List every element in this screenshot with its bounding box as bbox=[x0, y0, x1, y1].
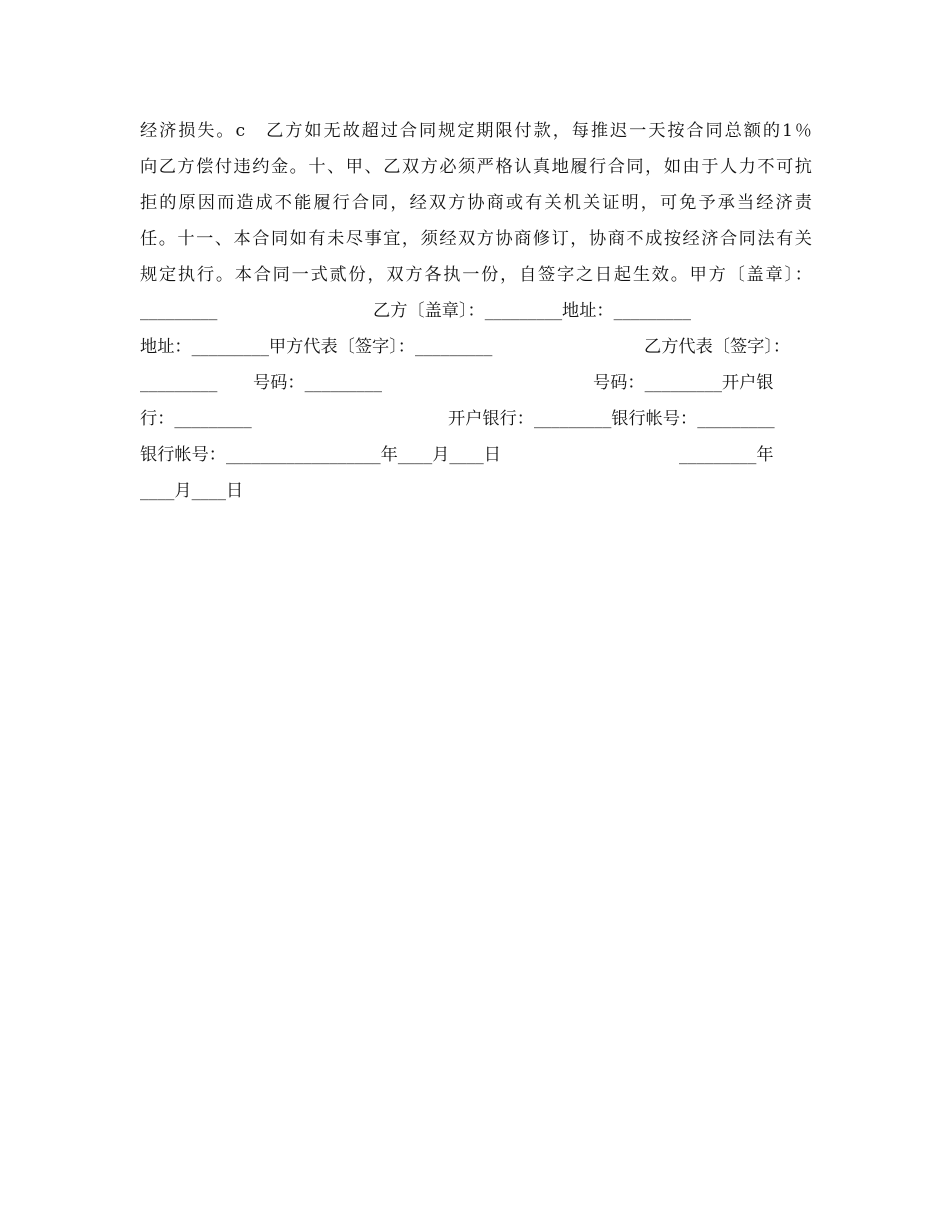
form-row-phone bbox=[140, 371, 812, 395]
paragraph-line-5: 规定执行。本合同一式贰份，双方各执一份，自签字之日起生效。甲方〔盖章〕： bbox=[140, 265, 812, 285]
form-row-date bbox=[140, 479, 812, 503]
party-b-phone-bank: 号码：_________开户银 bbox=[593, 373, 774, 393]
form-row-bank bbox=[140, 407, 812, 431]
party-a-phone: 号码：_________ bbox=[253, 373, 382, 393]
party-a-seal-blank: _________ bbox=[140, 301, 218, 321]
form-row-representatives bbox=[140, 335, 812, 359]
party-a-address-representative: 地址：_________甲方代表〔签字〕：_________ bbox=[140, 337, 493, 357]
party-b-bank-account: 开户银行：_________银行帐号：_________ bbox=[448, 409, 775, 429]
party-b-representative-blank: _________ bbox=[140, 373, 218, 393]
paragraph-line-3: 拒的原因而造成不能履行合同，经双方协商或有关机关证明，可免予承当经济责 bbox=[140, 193, 812, 213]
party-b-representative: 乙方代表〔签字〕： bbox=[644, 337, 791, 357]
form-row-account-date bbox=[140, 443, 812, 467]
form-row-party-b-seal bbox=[140, 299, 812, 323]
party-b-seal-address: 乙方〔盖章〕：_________地址：_________ bbox=[373, 301, 691, 321]
paragraph-line-1: 经济损失。c 乙方如无故超过合同规定期限付款，每推迟一天按合同总额的1％ bbox=[140, 121, 812, 141]
party-a-date-year: _________年 bbox=[679, 445, 774, 465]
paragraph-line-4: 任。十一、本合同如有未尽事宜，须经双方协商修订，协商不成按经济合同法有关 bbox=[140, 229, 812, 249]
party-a-bank: 行：_________ bbox=[140, 409, 252, 429]
party-a-date-month-day: ____月____日 bbox=[140, 481, 244, 501]
party-b-account-date: 银行帐号：__________________年____月____日 bbox=[140, 445, 501, 465]
paragraph-line-2: 向乙方偿付违约金。十、甲、乙双方必须严格认真地履行合同，如由于人力不可抗 bbox=[140, 157, 812, 177]
